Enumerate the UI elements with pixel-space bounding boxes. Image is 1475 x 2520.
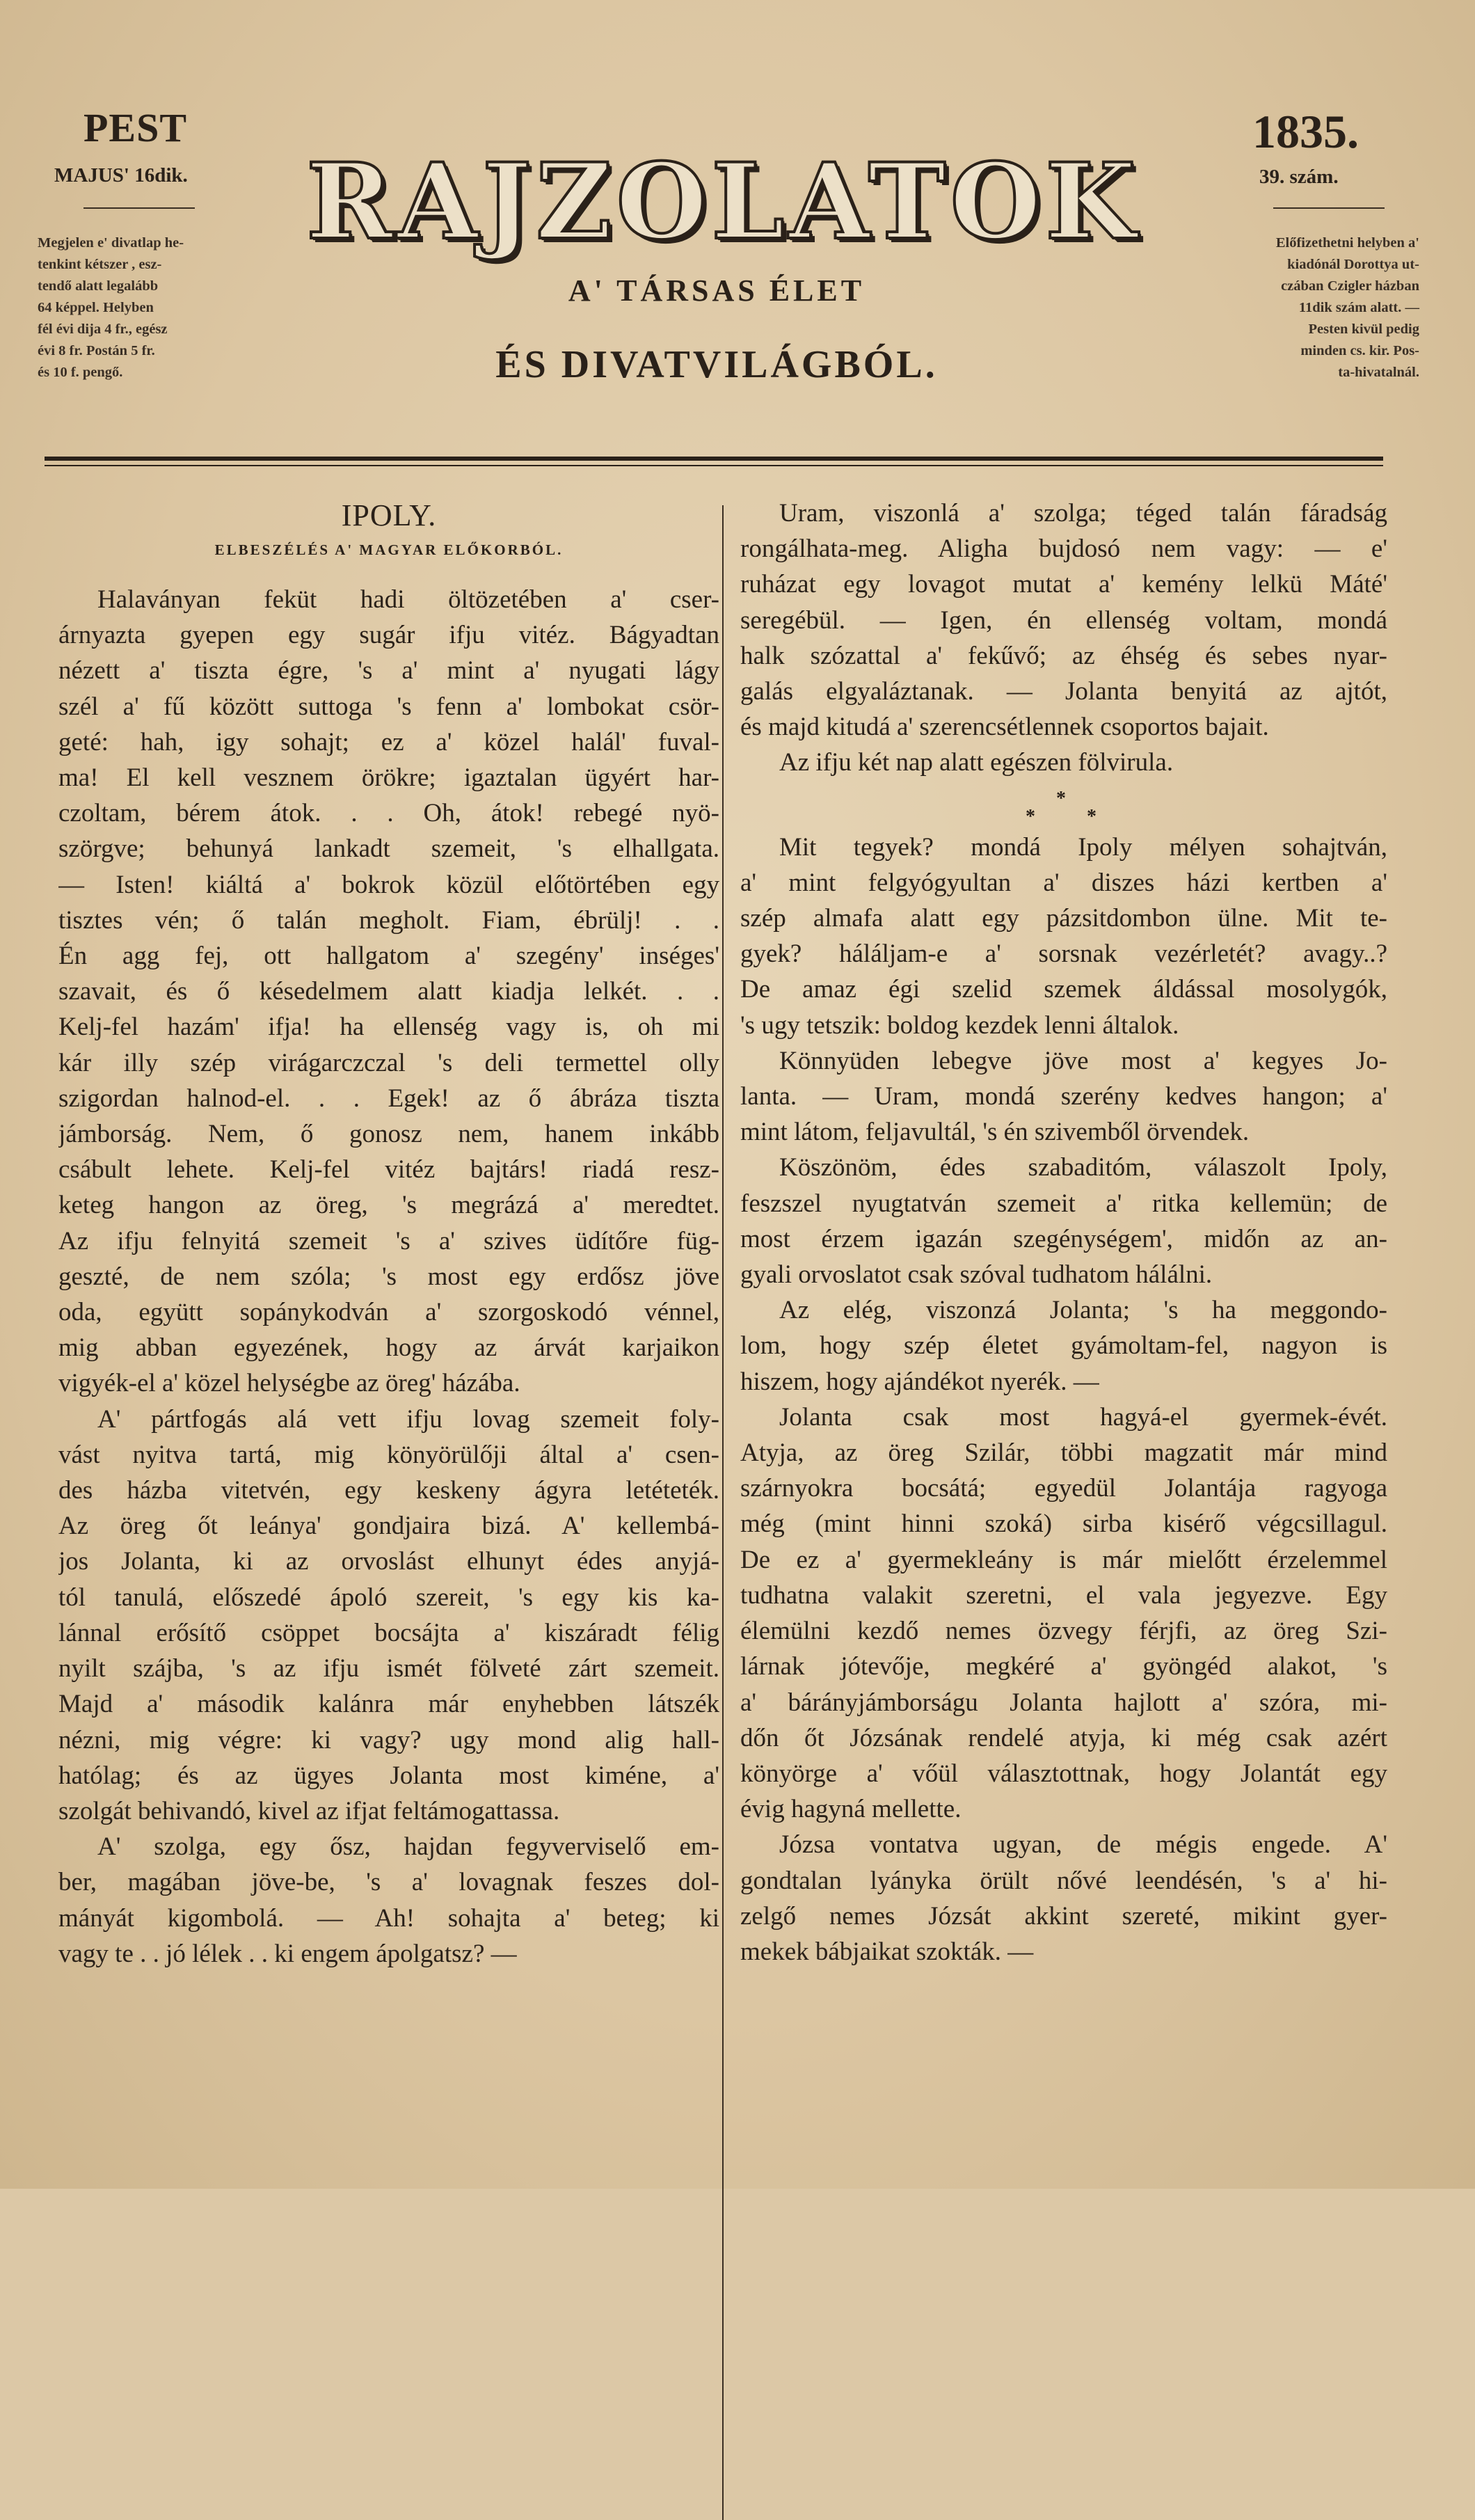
- text-line: gyek? háláljam-e a' sorsnak vezérletét? avagy..?: [740, 940, 1387, 969]
- text-line: a' bárányjámborságu Jolanta hajlott a' szóra, mi-: [740, 1688, 1387, 1717]
- note-line: ta-hivatalnál.: [1338, 365, 1419, 380]
- text-line: De ez a' gyermekleány is már mielőtt érzelemmel: [740, 1545, 1387, 1574]
- article-title: IPOLY.: [341, 498, 437, 532]
- star: *: [1087, 805, 1097, 827]
- text-line: hiszem, hogy ajándékot nyerék. —: [740, 1367, 1099, 1396]
- paragraph: [740, 496, 1387, 745]
- note-line: tendő alatt legalább: [38, 278, 159, 294]
- text-line: még (mint hinni szoká) sirba kisérő végcsillagul.: [740, 1509, 1387, 1539]
- section-separator: [740, 781, 1387, 830]
- text-line: Könnyüden lebegve jöve most a' kegyes Jo-: [779, 1046, 1387, 1075]
- text-line: és majd kitudá a' szerencsétlennek csoportos bajait.: [740, 713, 1269, 742]
- text-line: rongálhata-meg. Aligha bujdosó nem vagy: — e': [740, 534, 1387, 564]
- note-line: tenkint kétszer , esz-: [38, 257, 162, 272]
- text-line: czoltam, bérem átok. . . Oh, átok! rebegé nyö-: [58, 799, 719, 828]
- paragraph: [740, 1150, 1387, 1292]
- issue-year: 1835.: [1252, 105, 1359, 158]
- masthead-subtitle-2: ÉS DIVATVILÁGBÓL.: [495, 343, 938, 386]
- note-line: és 10 f. pengő.: [38, 365, 123, 380]
- text-line: ber, magában jöve-be, 's a' lovagnak feszes dol-: [58, 1868, 719, 1897]
- note-line: 11dik szám alatt. —: [1298, 300, 1419, 315]
- header-rule-thin: [45, 465, 1383, 466]
- text-line: seregébül. — Igen, én ellenség voltam, mondá: [740, 605, 1387, 635]
- issue-date: MAJUS' 16dik.: [54, 164, 188, 187]
- text-line: Az elég, viszonzá Jolanta; 's ha meggondo-: [779, 1296, 1387, 1325]
- text-line: oda, együtt sopánykodván a' szorgoskodó vénnel,: [58, 1298, 719, 1327]
- text-line: 's ugy tetszik: boldog kezdek lenni általok.: [740, 1011, 1179, 1040]
- note-line: Megjelen e' divatlap he-: [38, 235, 184, 251]
- note-line: Pesten kivül pedig: [1308, 322, 1419, 337]
- text-line: Uram, viszonlá a' szolga; téged talán fáradság: [779, 499, 1387, 528]
- text-line: Mit tegyek? mondá Ipoly mélyen sohajtván,: [779, 832, 1387, 862]
- note-line: kiadónál Dorottya ut-: [1287, 257, 1419, 272]
- text-line: most érzem igazán szegénységem', midőn az an-: [740, 1224, 1387, 1253]
- text-line: szolgát behivandó, kivel az ifjat feltámogattassa.: [58, 1796, 560, 1825]
- column-divider: [722, 505, 724, 2520]
- text-line: mányát kigombolá. — Ah! sohajta a' beteg; ki: [58, 1903, 719, 1933]
- text-line: szél a' fű között suttoga 's fenn a' lombokat csör-: [58, 692, 719, 721]
- text-line: gyali orvoslatot csak szóval tudhatom hálálni.: [740, 1260, 1213, 1290]
- text-line: Atyja, az öreg Szilár, többi magzatit már mind: [740, 1439, 1387, 1468]
- text-line: könyörge a' vőül választottnak, hogy Jolantát egy: [740, 1759, 1387, 1788]
- text-line: lanta. — Uram, mondá szerény kedves hangon; a': [740, 1082, 1387, 1111]
- text-line: vigyék-el a' közel helységbe az öreg' házába.: [58, 1369, 520, 1398]
- divider: [1273, 207, 1385, 209]
- text-line: des házba vitetvén, egy keskeny ágyra letéteték.: [58, 1476, 719, 1505]
- text-line: lánnal erősítő csöppet bocsájta a' kiszáradt félig: [58, 1618, 719, 1647]
- text-line: ruházat egy lovagot mutat a' kemény lelkü Máté': [740, 570, 1387, 599]
- text-line: nézett a' tiszta égre, 's a' mint a' nyugati lágy: [58, 656, 719, 686]
- text-line: Az öreg őt leánya' gondjaira bizá. A' kellembá-: [58, 1512, 719, 1541]
- text-line: Az ifju két nap alatt egészen fölvirula.: [779, 748, 1174, 777]
- text-line: szép almafa alatt egy pázsitdombon ülne. Mit te-: [740, 904, 1387, 933]
- text-line: mig abban egyezének, hogy az árvát karjaikon: [58, 1333, 719, 1363]
- text-line: nyilt szájba, 's az ifju ismét fölveté zárt szemeit.: [58, 1654, 719, 1683]
- text-line: keteg hangon az öreg, 's megrázá a' meredtet.: [58, 1191, 719, 1220]
- paragraph: [58, 1402, 719, 1829]
- text-line: évig hagyná mellette.: [740, 1795, 962, 1824]
- text-line: tisztes vén; ő talán megholt. Fiam, ébrülj! . .: [58, 905, 719, 935]
- text-line: Az ifju felnyitá szemeit 's a' szives üdítőre füg-: [58, 1226, 719, 1255]
- paragraph: [740, 1292, 1387, 1400]
- text-line: a' mint felgyógyultan a' diszes házi kertben a': [740, 868, 1387, 897]
- right-column-text-b: [740, 830, 1387, 1970]
- masthead-title: RAJZOLATOK: [306, 141, 1140, 263]
- paragraph: [740, 830, 1387, 1043]
- text-line: halk szózattal a' fekűvő; az éhség és sebes nyar-: [740, 641, 1387, 670]
- text-line: lom, hogy szép életet gyámoltam-fel, nagyon is: [740, 1331, 1387, 1361]
- text-line: élemülni kezdő nemes özvegy férjfi, az öreg Szi-: [740, 1617, 1387, 1646]
- text-line: Józsa vontatva ugyan, de mégis engede. A': [779, 1830, 1387, 1860]
- text-line: vagy te . . jó lélek . . ki engem ápolgatsz? —: [58, 1939, 517, 1968]
- paragraph: [58, 582, 719, 1402]
- note-line: évi 8 fr. Postán 5 fr.: [38, 343, 155, 358]
- text-line: árnyazta gyepen egy sugár ifju vitéz. Bágyadtan: [58, 621, 719, 650]
- paragraph: [740, 1827, 1387, 1970]
- text-line: mekek bábjaikat szokták. —: [740, 1937, 1034, 1966]
- text-line: geté: hah, igy sohajt; ez a' közel halál' fuval-: [58, 727, 719, 756]
- text-line: nézni, mig végre: ki vagy? ugy mond alig hall-: [58, 1725, 719, 1754]
- left-column: [58, 496, 719, 1972]
- divider: [83, 207, 195, 209]
- text-line: De amaz égi szelid szemek áldással mosolygók,: [740, 975, 1387, 1004]
- subscription-note: [38, 232, 246, 383]
- text-line: jámborság. Nem, ő gonosz nem, hanem inkább: [58, 1120, 719, 1149]
- article-subtitle: ELBESZÉLÉS A' MAGYAR ELŐKORBÓL.: [214, 541, 564, 558]
- text-line: hatólag; és az ügyes Jolanta most kiméne, a': [58, 1761, 719, 1790]
- text-line: dőn őt Józsának rendelé atyja, ki még csak azért: [740, 1723, 1387, 1752]
- note-line: czában Czigler házban: [1281, 278, 1419, 294]
- masthead-subtitle-1: A' TÁRSAS ÉLET: [568, 274, 866, 308]
- right-column: [740, 496, 1387, 1970]
- text-line: Köszönöm, édes szabaditóm, válaszolt Ipoly,: [779, 1153, 1387, 1182]
- paragraph: [740, 1043, 1387, 1150]
- text-line: geszté, de nem szóla; 's most egy erdősz jöve: [58, 1262, 719, 1291]
- note-line: Előfizethetni helyben a': [1275, 235, 1419, 251]
- text-line: A' szolga, egy ősz, hajdan fegyverviselő em-: [97, 1832, 719, 1862]
- star: *: [1026, 805, 1035, 827]
- text-line: szörgve; behunyá lankadt szemeit, 's elhallgata.: [58, 834, 719, 864]
- text-line: tól tanulá, előszedé ápoló szereit, 's egy kis ka-: [58, 1583, 719, 1612]
- text-line: mint látom, feljavultál, 's én szivemből örvendek.: [740, 1118, 1250, 1147]
- text-line: szárnyokra bocsátá; egyedül Jolantája ragyoga: [740, 1474, 1387, 1503]
- text-line: vást nyitva tartá, mig könyörülőji által a' csen-: [58, 1440, 719, 1469]
- text-line: tudhatna valakit szeretni, el vala jegyezve. Egy: [740, 1580, 1387, 1610]
- note-line: fél évi dija 4 fr., egész: [38, 322, 168, 337]
- text-line: galás elgyaláztanak. — Jolanta benyitá az ajtót,: [740, 677, 1387, 706]
- text-line: Jolanta csak most hagyá-el gyermek-évét.: [779, 1402, 1387, 1432]
- text-line: Majd a' második kalánra már enyhebben látszék: [58, 1690, 719, 1719]
- issue-number: 39. szám.: [1259, 166, 1339, 188]
- paragraph: [58, 1829, 719, 1972]
- text-line: jos Jolanta, ki az orvoslást elhunyt édes anyjá-: [58, 1547, 719, 1576]
- left-column-text: [58, 582, 719, 1972]
- text-line: A' pártfogás alá vett ifju lovag szemeit foly-: [97, 1404, 719, 1434]
- text-line: feszszel nyugtatván szemeit a' ritka kellemün; de: [740, 1189, 1387, 1218]
- text-line: — Isten! kiáltá a' bokrok közül előtörtében egy: [58, 870, 719, 899]
- text-line: szigordan halnod-el. . . Egek! az ő ábráza tiszta: [58, 1084, 719, 1113]
- text-line: Én agg fej, ott hallgatom a' szegény' inséges': [58, 942, 719, 971]
- text-line: Halaványan feküt hadi öltözetében a' cser-: [97, 585, 719, 614]
- ordering-note: [1211, 232, 1419, 383]
- header-rule: [45, 457, 1383, 461]
- text-line: csábult lehete. Kelj-fel vitéz bajtárs! riadá resz-: [58, 1155, 719, 1184]
- text-line: gondtalan lyányka örült nővé leendésén, 's a' hi-: [740, 1866, 1387, 1895]
- city-label: PEST: [83, 105, 188, 150]
- note-line: minden cs. kir. Pos-: [1300, 343, 1419, 358]
- text-line: zelgő nemes Józsát akkint szereté, mikint gyer-: [740, 1901, 1387, 1931]
- text-line: lárnak jótevője, megkéré a' gyöngéd alakot, 's: [740, 1652, 1387, 1681]
- star: *: [1056, 787, 1066, 809]
- note-line: 64 képpel. Helyben: [38, 300, 154, 315]
- text-line: Kelj-fel hazám' ifja! ha ellenség vagy is, oh mi: [58, 1013, 719, 1042]
- right-column-text-a: [740, 496, 1387, 781]
- paragraph: [740, 745, 1387, 780]
- paragraph: [740, 1400, 1387, 1827]
- text-line: ma! El kell vesznem örökre; igaztalan ügyért har-: [58, 763, 719, 793]
- text-line: kár illy szép virágarczczal 's deli termettel olly: [58, 1048, 719, 1077]
- text-line: szavait, és ő késedelmem alatt kiadja lelkét. . .: [58, 977, 719, 1006]
